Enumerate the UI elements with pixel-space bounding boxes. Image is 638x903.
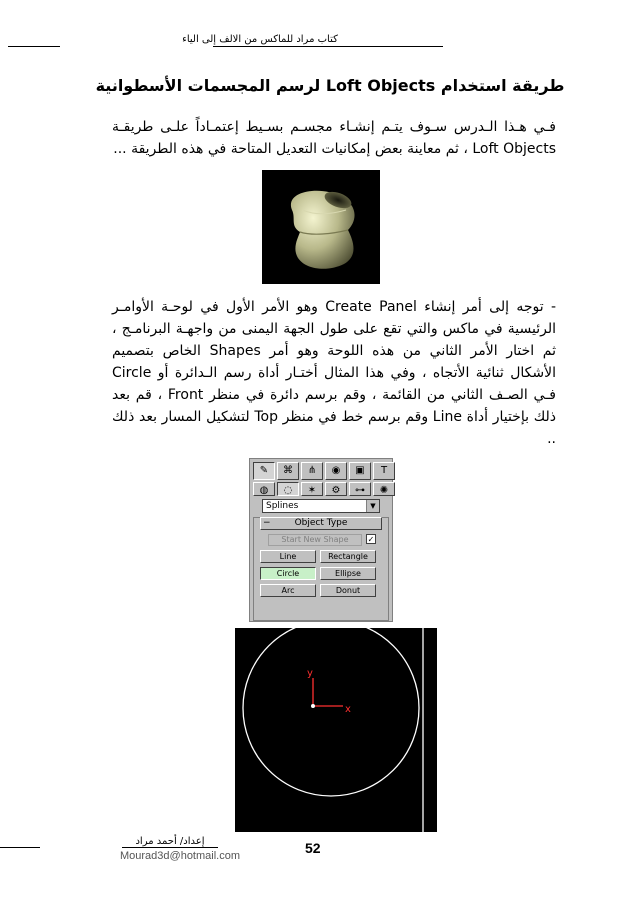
category-buttons bbox=[253, 482, 395, 496]
line-button[interactable]: Line bbox=[260, 550, 316, 563]
start-new-shape-button[interactable]: Start New Shape bbox=[268, 534, 362, 546]
hierarchy-tab-icon[interactable]: ⋔ bbox=[301, 462, 323, 480]
modify-tab-icon[interactable]: ⌘ bbox=[277, 462, 299, 480]
header-rule bbox=[213, 46, 443, 47]
shape-type-dropdown[interactable] bbox=[262, 499, 380, 513]
footer-rule bbox=[122, 847, 218, 848]
axis-y-label: y bbox=[307, 668, 313, 679]
instructions-paragraph: - توجه إلى أمر إنشاء Create Panel وهو الأمر الأول في لوحـة الأوامـر الرئيسية في ماكس والتي تقع على طول الجهة اليمنى من واجهـة البرنامـج ، ثم اختار الأمر الثاني من هذه اللوحة وهو أمر Shapes الخاص بتصميم الأشكال ثنائية الأتجاه ، وفي هذا المثال أختـار أداة رسم الـدائرة أو Circle فـي الصـف الثاني من القائمة ، وقم برسم دائرة في منظر Front ، قم بعد ذلك بإختيار أداة Line وقم برسم خط في منظر Top لتشكيل المسار بعد ذلك .. bbox=[112, 299, 556, 447]
helpers-icon[interactable]: ⊶ bbox=[349, 482, 371, 496]
collapse-icon: − bbox=[263, 518, 271, 528]
intro-paragraph: فـي هـذا الـدرس سـوف يتـم إنشـاء مجسـم بسـيط إعتمـاداً علـى طريقـة Loft Objects ، ثم معاينة بعض إمكانيات التعديل المتاحة في هذه الطريقة ... bbox=[112, 119, 556, 157]
footer-rule-left bbox=[0, 847, 40, 848]
axis-x-label: x bbox=[345, 704, 351, 715]
lights-icon[interactable]: ✶ bbox=[301, 482, 323, 496]
page-number: 52 bbox=[305, 840, 321, 856]
author-credit: إعداد/ أحمد مراد bbox=[135, 836, 205, 847]
circle-shape bbox=[243, 628, 419, 796]
command-panel bbox=[249, 458, 393, 622]
donut-button[interactable]: Donut bbox=[320, 584, 376, 597]
loft-object-render bbox=[262, 170, 380, 284]
rollout-header[interactable] bbox=[260, 517, 382, 530]
ellipse-button[interactable]: Ellipse bbox=[320, 567, 376, 580]
utilities-tab-icon[interactable]: T bbox=[373, 462, 395, 480]
display-tab-icon[interactable]: ▣ bbox=[349, 462, 371, 480]
book-title: كتاب مراد للماكس من الالف إلى الياء bbox=[182, 34, 338, 45]
rectangle-button[interactable]: Rectangle bbox=[320, 550, 376, 563]
panel-tabs bbox=[253, 462, 395, 480]
shapes-icon[interactable]: ◌ bbox=[277, 482, 299, 496]
cameras-icon[interactable]: ⚙ bbox=[325, 482, 347, 496]
dropdown-value: Splines bbox=[266, 501, 299, 511]
page-title: طريقة استخدام Loft Objects لرسم المجسمات الأسطوانية bbox=[95, 76, 565, 95]
chevron-down-icon: ▼ bbox=[366, 500, 379, 512]
spacewarps-icon[interactable]: ✺ bbox=[373, 482, 395, 496]
pivot-marker bbox=[311, 704, 315, 708]
header-rule-left bbox=[8, 46, 60, 47]
author-email: Mourad3d@hotmail.com bbox=[120, 850, 240, 862]
create-tab-icon[interactable]: ✎ bbox=[253, 462, 275, 480]
motion-tab-icon[interactable]: ◉ bbox=[325, 462, 347, 480]
geometry-icon[interactable]: ◍ bbox=[253, 482, 275, 496]
object-type-rollout bbox=[253, 517, 389, 621]
start-new-shape-checkbox[interactable]: ✓ bbox=[367, 535, 375, 544]
circle-button[interactable]: Circle bbox=[260, 567, 316, 580]
arc-button[interactable]: Arc bbox=[260, 584, 316, 597]
front-viewport[interactable] bbox=[235, 628, 437, 832]
rollout-title: Object Type bbox=[294, 518, 348, 528]
